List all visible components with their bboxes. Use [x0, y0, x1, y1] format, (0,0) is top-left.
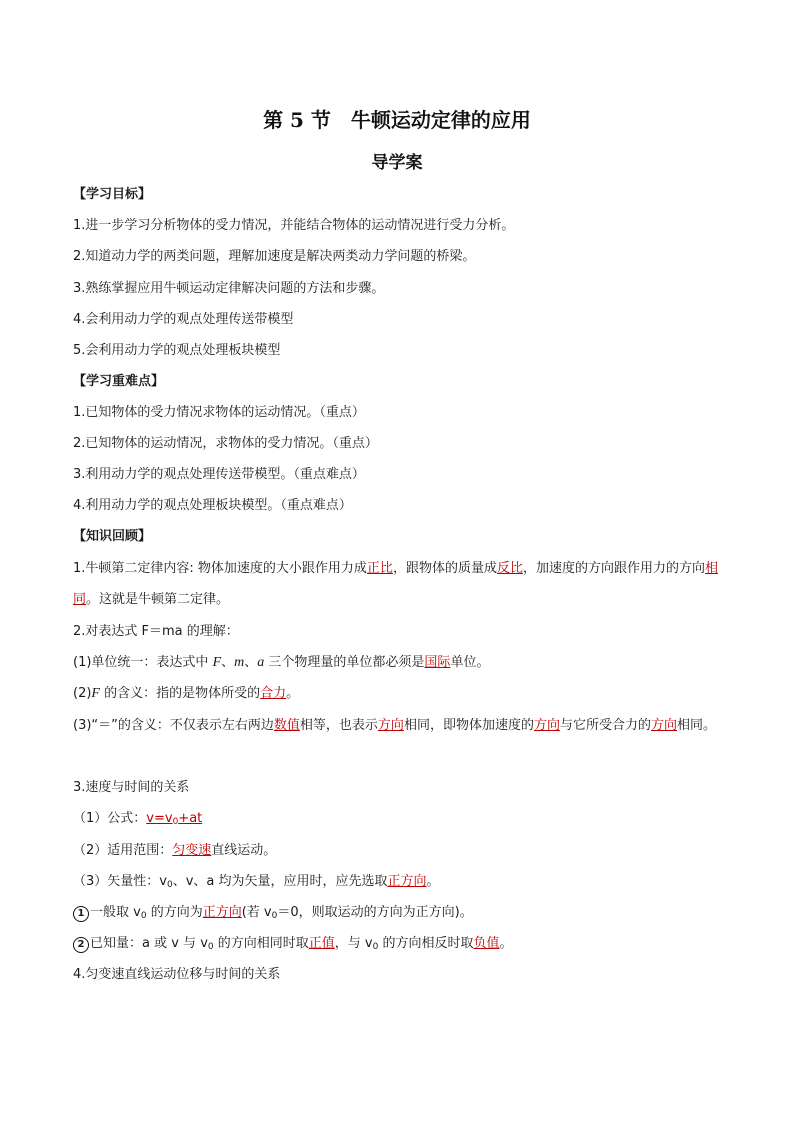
- review-paragraph-velocity-formula: （1）公式：$v=v_0+at$: [73, 811, 203, 827]
- answer-blank: $v=v_0+at$: [146, 811, 203, 827]
- keypoint-item: 1.已知物体的受力情况求物体的运动情况。（重点）: [73, 405, 365, 420]
- answer-blank: 反比: [496, 561, 523, 576]
- review-paragraph-equals: (3)“＝”的含义：不仅表示左右两边数值相等，也表示方向相同，即物体加速度的方向与它所受合力的方向相同。: [73, 718, 717, 733]
- goal-item: 1.进一步学习分析物体的受力情况，并能结合物体的运动情况进行受力分析。: [73, 218, 515, 233]
- keypoint-item: 4.利用动力学的观点处理板块模型。（重点难点）: [73, 498, 352, 513]
- review-paragraph-direction-rule-2: 2 已知量：a 或 v 与 $v_0$ 的方向相同时取正值，与 $v_0$ 的方向相反时取负值。: [73, 936, 733, 953]
- review-paragraph-direction-rule-1: 1 一般取 $v_0$ 的方向为正方向(若 $v_0=0$，则取运动的方向为正方向)。: [73, 905, 733, 922]
- circled-number: 1: [73, 906, 89, 922]
- page-title: 第 5 节 牛顿运动定律的应用: [263, 108, 531, 132]
- section-heading-goals: 【学习目标】: [73, 187, 152, 202]
- goal-item: 5.会利用动力学的观点处理板块模型: [73, 343, 281, 358]
- answer-blank: 方向: [377, 718, 404, 733]
- answer-blank: 相同: [73, 561, 718, 607]
- answer-blank: 方向: [650, 718, 677, 733]
- keypoint-item: 2.已知物体的运动情况，求物体的受力情况。（重点）: [73, 436, 378, 451]
- answer-blank: 合力: [260, 686, 287, 701]
- review-paragraph-velocity-time: 3.速度与时间的关系: [73, 780, 190, 795]
- circled-number: 2: [73, 937, 89, 953]
- answer-blank: 正比: [366, 561, 393, 576]
- section-heading-keypoints: 【学习重难点】: [73, 374, 165, 389]
- keypoint-item: 3.利用动力学的观点处理传送带模型。（重点难点）: [73, 467, 365, 482]
- section-heading-review: 【知识回顾】: [73, 529, 152, 544]
- answer-blank: 正值: [308, 936, 335, 951]
- review-paragraph-displacement-time: 4.匀变速直线运动位移与时间的关系: [73, 967, 281, 982]
- review-paragraph-force: (2)F 的含义：指的是物体所受的合力。: [73, 686, 300, 701]
- goal-item: 4.会利用动力学的观点处理传送带模型: [73, 312, 294, 327]
- goal-item: 3.熟练掌握应用牛顿运动定律解决问题的方法和步骤。: [73, 281, 385, 296]
- review-paragraph-newton-law: 1.牛顿第二定律内容: 物体加速度的大小跟作用力成正比，跟物体的质量成反比，加速度的方向跟作用力的方向相同。这就是牛顿第二定律。: [73, 561, 718, 607]
- answer-blank: 数值: [273, 718, 300, 733]
- answer-blank: 负值: [473, 936, 500, 951]
- review-paragraph-scope: （2）适用范围：匀变速直线运动。: [73, 843, 277, 858]
- review-paragraph-formula: 2.对表达式 F＝ma 的理解：: [73, 624, 239, 639]
- review-paragraph-units: (1)单位统一：表达式中 F、m、a 三个物理量的单位都必须是国际单位。: [73, 655, 490, 670]
- answer-blank: 国际: [424, 655, 451, 670]
- answer-blank: 匀变速: [172, 843, 212, 858]
- page-subtitle: 导学案: [371, 153, 423, 173]
- goal-item: 2.知道动力学的两类问题，理解加速度是解决两类动力学问题的桥梁。: [73, 249, 476, 264]
- answer-blank: 正方向: [202, 905, 242, 920]
- review-paragraph-vector: （3）矢量性：$v_0$、v、a 均为矢量，应用时，应先选取正方向。: [73, 874, 440, 890]
- answer-blank: 正方向: [387, 874, 427, 889]
- answer-blank: 方向: [533, 718, 560, 733]
